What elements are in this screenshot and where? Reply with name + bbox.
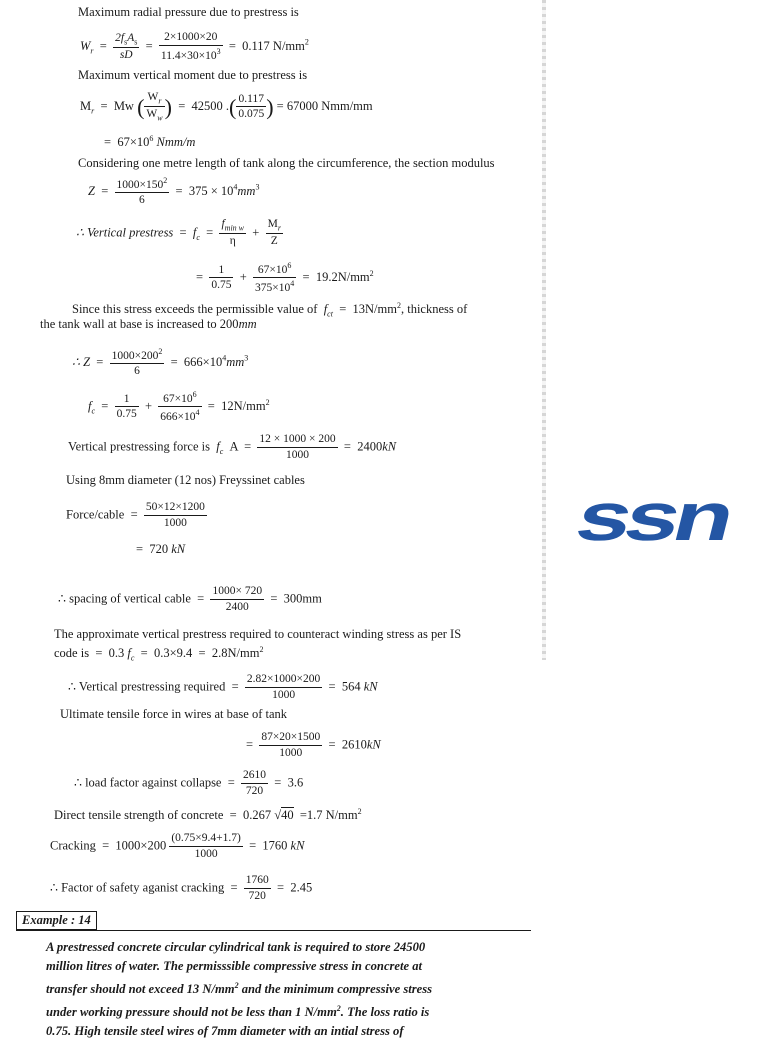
paragraph-line: under working pressure should not be less than 1 $N/mm^2$. The loss ratio is	[46, 1004, 430, 1020]
example-rule	[16, 930, 531, 931]
equation-force-cable: Force/cable = $\frac{50\times 12\times 1200}{1000}$	[66, 501, 205, 529]
equation-z: Z = $\frac{1000\times 150^2}{6}$ = $375 \times 10^4mm^3$	[88, 176, 260, 207]
equation-vertical-required: ∴ Vertical prestressing required = $\frac{2.82\times 1000\times 200}{1000}$ = 564 kN	[68, 673, 378, 701]
text-line: Considering one metre length of tank along the circumference, the section modulus	[78, 156, 495, 170]
equation-cracking: Cracking = 1000×200 $\frac{(0.75\times 9.4+1.7)}{1000}$ = 1760 kN	[50, 832, 305, 860]
equation-fc-12: $f_c$ = $\frac{1}{0.75}$ + $\frac{67\times 10^6}{666\times 10^4}$ = $12N/mm^2$	[88, 390, 270, 424]
equation-winding: code is = 0.3 $f_c = 0.3\times 9.4 = 2.8N/mm^2$	[54, 645, 264, 663]
paragraph-line: A prestressed concrete circular cylindrical tank is required to store 24500	[46, 940, 426, 954]
svg-text:ssn: ssn	[572, 486, 694, 546]
equation-load-factor: ∴ load factor against collapse = $\frac{2610}{720}$ = 3.6	[74, 769, 304, 797]
scan-edge-artifact	[542, 0, 546, 660]
text-line: The approximate vertical prestress required to counteract winding stress as per IS	[54, 627, 462, 641]
equation-ultimate-force: = $\frac{87\times 20\times 1500}{1000}$ = 2610kN	[246, 731, 381, 759]
ssn-logo-graphic	[572, 486, 738, 546]
equation-force-cable-result: = 720 kN	[136, 542, 186, 556]
equation-direct-tensile: Direct tensile strength of concrete = 0.267 √40 =1.7 $N/mm^2$	[54, 807, 362, 823]
text-line: Maximum vertical moment due to prestress is	[78, 68, 308, 82]
paragraph-line: transfer should not exceed 13 $N/mm^2$ and the minimum compressive stress	[46, 981, 433, 997]
equation-vertical-force: Vertical prestressing force is $f_c$ A = $\frac{12 \times 1000 \times 200}{1000}$ = 2400kN	[68, 433, 397, 461]
example-label: Example : 14	[16, 911, 97, 930]
example-paragraph	[46, 938, 496, 1041]
equation-mr-result: = $67\times 10^6$ Nmm/m	[104, 134, 196, 150]
equation-z-200: ∴ Z = $\frac{1000\times 200^2}{6}$ = $666\times 10^4mm^3$	[72, 347, 249, 378]
equation-fc-19: = $\frac{1}{0.75}$ + $\frac{67\times 10^6}{375\times 10^4}$ = $19.2N/mm^2$	[196, 261, 374, 295]
equation-wr: $W_r$ = $2f_sA_s$ sD = $\frac{2\times 1000\times 20}{11.4\times 30\times 10^3}$ = 0.117 $N/mm^2$	[80, 31, 309, 62]
equation-spacing: ∴ spacing of vertical cable = $\frac{1000\times 720}{2400}$ = 300mm	[58, 585, 322, 613]
text-line: Using 8mm diameter (12 nos) Freyssinet cables	[66, 473, 305, 487]
text-line: Ultimate tensile force in wires at base of tank	[60, 707, 288, 721]
text-line: Since this stress exceeds the permissible value of $f_{ct} = 13N/mm^2$, thickness of	[72, 301, 468, 319]
text-line: Maximum radial pressure due to prestress is	[78, 5, 299, 19]
paragraph-line: million litres of water. The permisssible compressive stress in concrete at	[46, 959, 423, 973]
ssn-logo	[572, 486, 738, 550]
text-line: the tank wall at base is increased to 200mm	[40, 317, 257, 331]
equation-mr: $M_r = Mw$ ( $\frac{W_r}{W_w}$ ) = 42500 .( $\frac{0.117}{0.075}$ ) = 67000 Nmm/mm	[80, 91, 373, 123]
equation-vertical-prestress: ∴ Vertical prestress = $f_c$ = $f_{min w}$ η + $\frac{M_r}{Z}$	[76, 218, 281, 248]
paragraph-line: 0.75. High tensile steel wires of 7mm diameter with an intial stress of	[46, 1024, 404, 1039]
equation-factor-cracking: ∴ Factor of safety aganist cracking = $\frac{1760}{720}$ = 2.45	[50, 874, 313, 902]
